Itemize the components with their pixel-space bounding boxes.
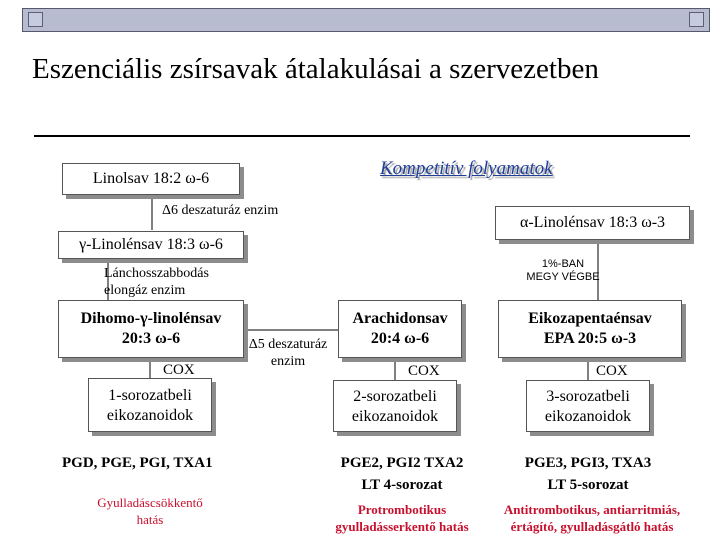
slide-title: Eszenciális zsírsavak átalakulásai a szervezetben [32, 53, 599, 85]
sor1-box [88, 378, 212, 432]
arachidonsav-box [338, 300, 462, 358]
eikoza-line2: EPA 20:5 ω-3 [543, 330, 637, 347]
hatas1-block [80, 494, 220, 528]
sor3-line1: 3-sorozatbeli [546, 388, 630, 405]
delta6-label: Δ6 deszaturáz enzim [162, 203, 279, 218]
sor3-box [526, 380, 650, 432]
hatas2-block [322, 501, 482, 535]
egy-szazalek-label: 1%-BAN [541, 258, 585, 270]
sor2-line2: eikozanoidok [351, 408, 439, 425]
sor2-line1: 2-sorozatbeli [353, 388, 437, 405]
pg2-block [318, 452, 486, 496]
pg3-block [503, 452, 673, 496]
dihomo-box [58, 300, 244, 358]
sor1-line2: eikozanoidok [106, 407, 194, 424]
dihomo-line1: Dihomo-γ-linolénsav [80, 310, 222, 327]
dihomo-line2: 20:3 ω-6 [121, 330, 181, 347]
lanchossz-label: Lánchosszabbodás [104, 266, 209, 281]
cox-label-1: COX [163, 362, 195, 378]
sor1-line1: 1-sorozatbeli [108, 387, 192, 404]
epa-box [498, 300, 682, 358]
hatas1-line2: hatás [136, 512, 164, 527]
cox-label-3: COX [596, 363, 628, 379]
alfa-linolensav-box [495, 206, 690, 240]
hatas3-line2: értágító, gyulladásgátló hatás [510, 519, 674, 534]
hatas3-line1: Antitrombotikus, antiarritmiás, [503, 502, 681, 517]
sor3-line2: eikozanoidok [544, 408, 632, 425]
megy-vegbe-label: MEGY VÉGBE [526, 271, 600, 283]
arachidon-line1: Arachidonsav [352, 310, 448, 327]
delta5-line2: enzim [270, 354, 306, 369]
hatas2-line2: gyulladásserkentő hatás [335, 519, 469, 534]
alfa-linolensav-label: α-Linolénsav 18:3 ω-3 [519, 214, 666, 231]
hatas2-line1: Protrombotikus [357, 502, 447, 517]
linolsav-label: Linolsav 18:2 ω-6 [92, 170, 210, 187]
gamma-linolensav-label: γ-Linolénsav 18:3 ω-6 [79, 236, 223, 253]
sor2-box [333, 380, 457, 432]
cox-label-2: COX [408, 363, 440, 379]
delta5-annotation [238, 336, 338, 370]
hatas1-line1: Gyulladáscsökkentő [97, 495, 203, 510]
pg1-label: PGD, PGE, PGI, TXA1 [62, 455, 213, 471]
gamma-linolensav-box [58, 231, 244, 259]
pg3-line1: PGE3, PGI3, TXA3 [524, 455, 652, 471]
kompetitiv-label: Kompetitív folyamatok [380, 158, 553, 179]
delta5-line1: Δ5 deszaturáz [248, 337, 328, 352]
pg2-line2: LT 4-sorozat [361, 477, 443, 493]
linolsav-box [62, 163, 240, 195]
egy-szazalek-annotation [508, 258, 618, 284]
elongaz-annotation [104, 265, 209, 299]
eikoza-line1: Eikozapentaénsav [528, 310, 652, 327]
hatas3-block [494, 501, 690, 535]
arachidon-line2: 20:4 ω-6 [370, 330, 430, 347]
pg3-line2: LT 5-sorozat [547, 477, 629, 493]
elongaz-label: elongáz enzim [104, 283, 186, 298]
pg2-line1: PGE2, PGI2 TXA2 [340, 455, 464, 471]
